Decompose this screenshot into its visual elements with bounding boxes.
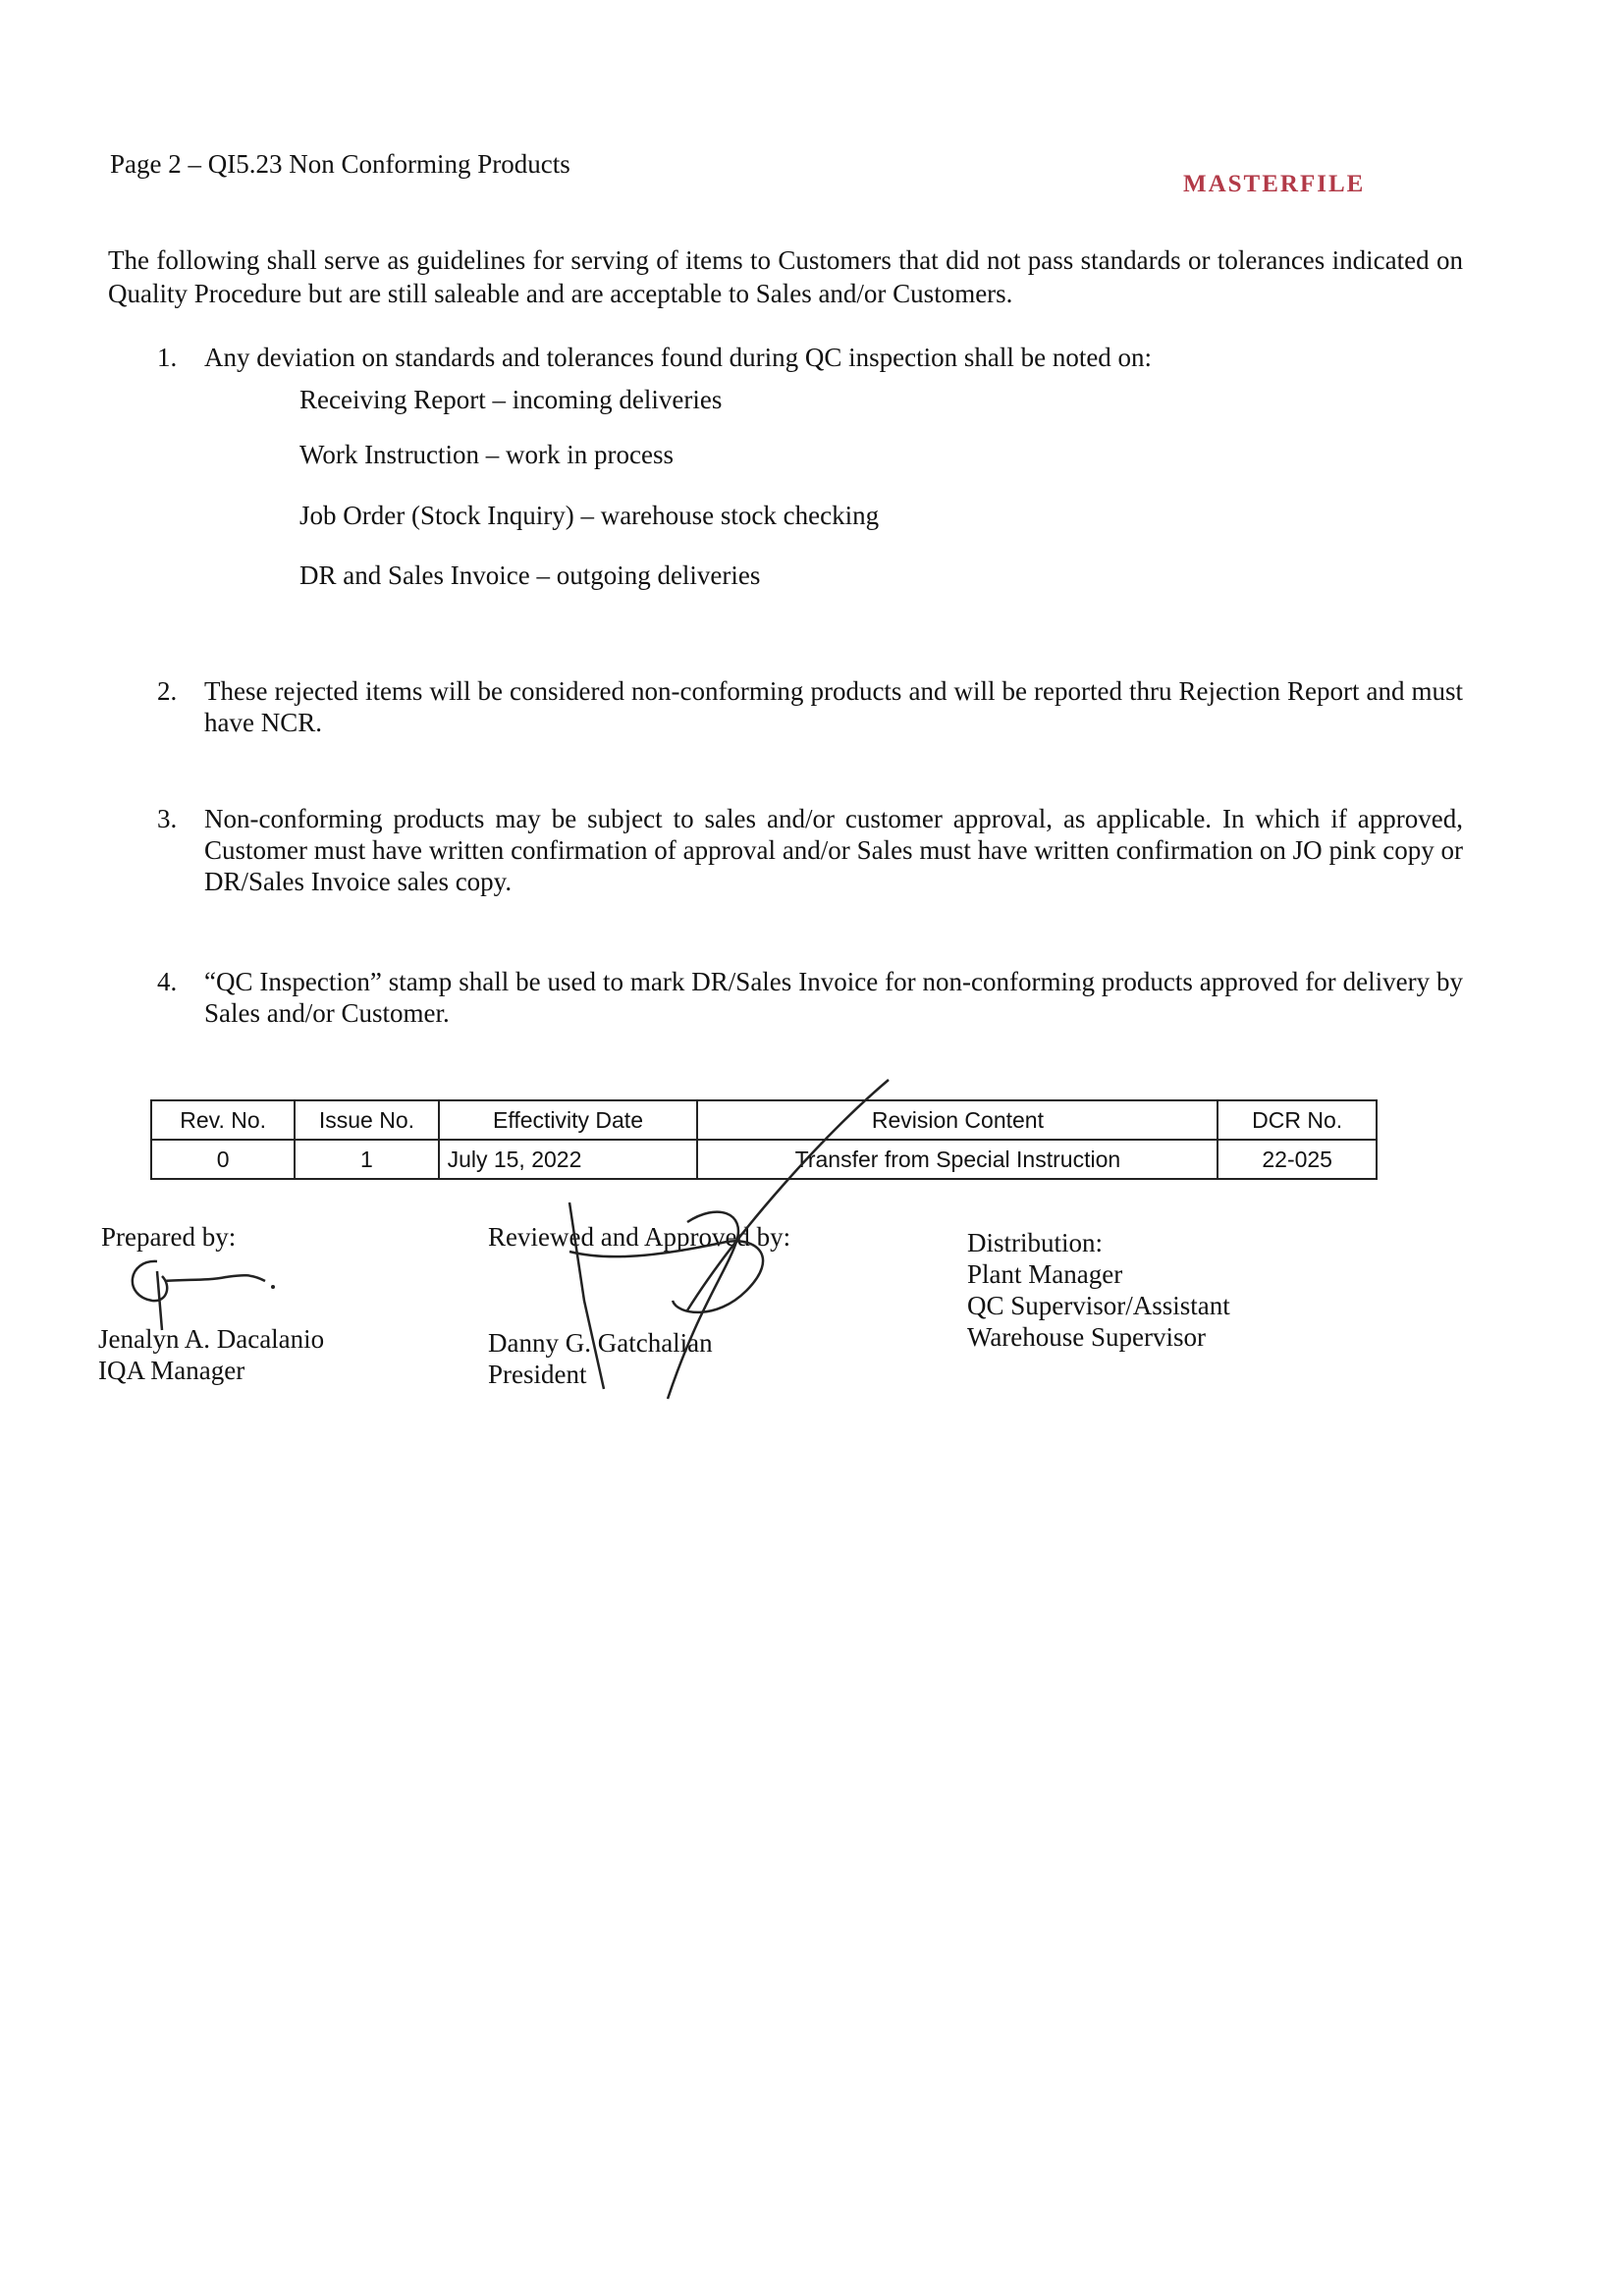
table-cell: Transfer from Special Instruction xyxy=(697,1140,1218,1179)
item-text: These rejected items will be considered non-conforming products and will be reported thru Rejection Report and must have NCR. xyxy=(204,676,1463,737)
table-header-cell: Revision Content xyxy=(697,1100,1218,1140)
table-header-cell: DCR No. xyxy=(1218,1100,1377,1140)
sub-item: Job Order (Stock Inquiry) – warehouse stock checking xyxy=(299,501,880,530)
preparer-title: IQA Manager xyxy=(98,1356,245,1385)
sub-item: Receiving Report – incoming deliveries xyxy=(299,385,723,414)
item-text: “QC Inspection” stamp shall be used to mark DR/Sales Invoice for non-conforming products approved for delivery by Sales and/or Customer. xyxy=(204,967,1463,1028)
distribution-item: QC Supervisor/Assistant xyxy=(967,1291,1230,1320)
preparer-info xyxy=(98,1323,324,1386)
masterfile-logo: MASTERFILE xyxy=(1183,171,1366,197)
item-number: 3. xyxy=(157,804,178,833)
sub-item: Work Instruction – work in process xyxy=(299,440,675,469)
list-item xyxy=(157,966,1463,1029)
reviewed-by-label: Reviewed and Approved by: xyxy=(488,1222,791,1252)
table-header-cell: Effectivity Date xyxy=(439,1100,698,1140)
intro-paragraph: The following shall serve as guidelines for serving of items to Customers that did not pass standards or tolerances indicated on Quality Procedure but are still saleable and are acceptable to Sales and/or Customers. xyxy=(108,245,1463,308)
page-title: Page 2 – QI5.23 Non Conforming Products xyxy=(110,149,570,179)
sub-item: DR and Sales Invoice – outgoing deliveries xyxy=(299,561,761,590)
preparer-name: Jenalyn A. Dacalanio xyxy=(98,1324,325,1354)
prepared-by-label: Prepared by: xyxy=(101,1222,237,1252)
reviewer-title: President xyxy=(488,1360,587,1389)
prepared-by-block xyxy=(101,1221,236,1253)
item-number: 4. xyxy=(157,967,178,996)
reviewer-name: Danny G. Gatchalian xyxy=(488,1328,713,1358)
item-text: Non-conforming products may be subject to sales and/or customer approval, as applicable. In which if approved, Customer must have written confirmation of approval and/or Sales must have written confirmation on JO pink copy or DR/Sales Invoice sales copy. xyxy=(204,804,1463,896)
table-cell: 1 xyxy=(295,1140,438,1179)
list-item xyxy=(157,675,1463,738)
distribution-item: Plant Manager xyxy=(967,1259,1123,1289)
preparer-signature-icon xyxy=(118,1252,295,1330)
approver-signature-icon xyxy=(491,1075,903,1409)
table-cell: 0 xyxy=(151,1140,295,1179)
distribution-block xyxy=(967,1227,1230,1353)
list-item xyxy=(157,803,1463,897)
table-cell: July 15, 2022 xyxy=(439,1140,698,1179)
table-header-cell: Issue No. xyxy=(295,1100,438,1140)
table-header-cell: Rev. No. xyxy=(151,1100,295,1140)
item-text: Any deviation on standards and tolerances found during QC inspection shall be noted on: xyxy=(204,343,1153,372)
table-cell: 22-025 xyxy=(1218,1140,1377,1179)
item-number: 1. xyxy=(157,343,178,372)
item-number: 2. xyxy=(157,676,178,706)
distribution-item: Warehouse Supervisor xyxy=(967,1322,1207,1352)
distribution-label: Distribution: xyxy=(967,1228,1104,1257)
list-item xyxy=(157,342,1463,373)
